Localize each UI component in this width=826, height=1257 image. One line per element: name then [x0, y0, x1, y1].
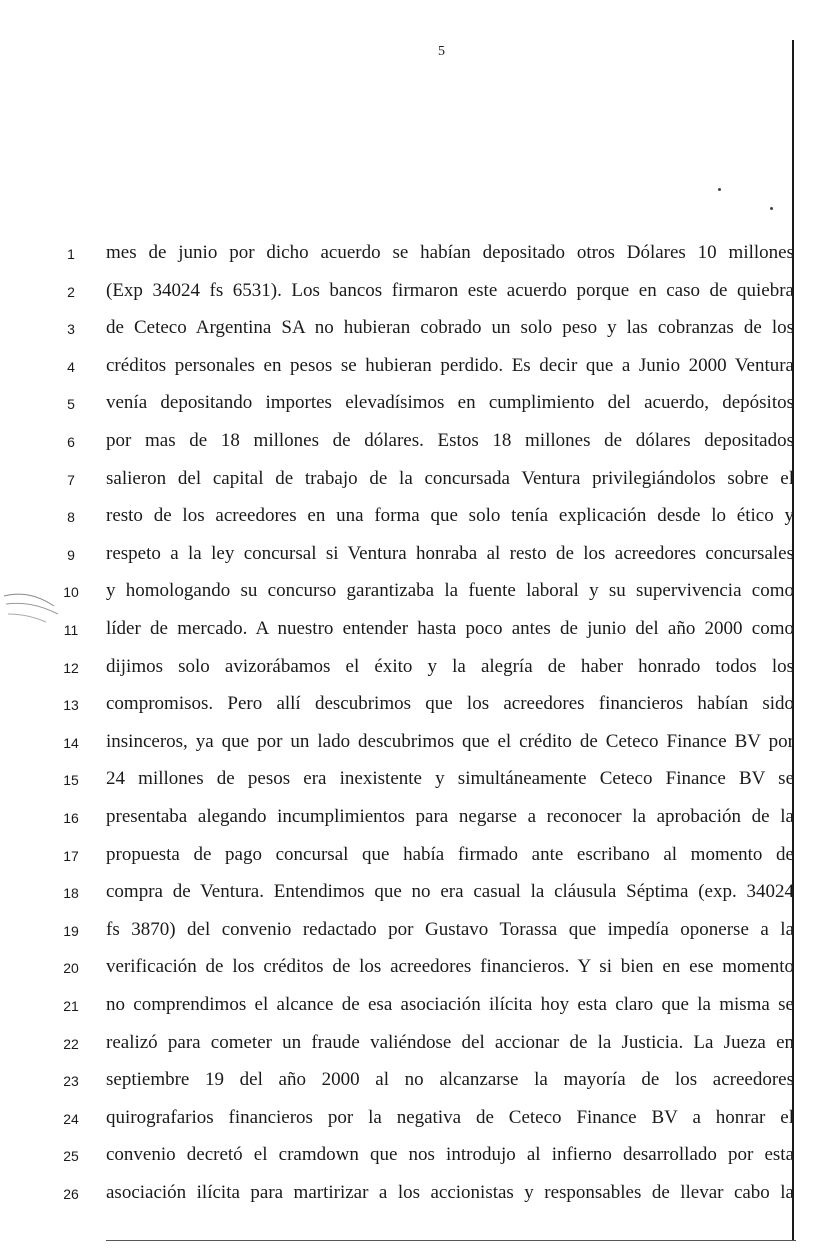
- text-line: dijimos solo avizorábamos el éxito y la alegría de haber honrado todos los: [106, 656, 794, 677]
- line-number: 11: [63, 622, 79, 638]
- text-line: mes de junio por dicho acuerdo se habían depositado otros Dólares 10 millones: [106, 242, 794, 263]
- line-number: 5: [67, 396, 75, 412]
- line-number: 16: [63, 810, 79, 826]
- text-line: septiembre 19 del año 2000 al no alcanzarse la mayoría de los acreedores: [106, 1069, 794, 1090]
- line-number: 9: [67, 547, 75, 563]
- line-number: 15: [63, 772, 79, 788]
- line-number: 8: [67, 509, 75, 525]
- line-number: 13: [63, 697, 79, 713]
- text-line: compra de Ventura. Entendimos que no era casual la cláusula Séptima (exp. 34024: [106, 881, 794, 902]
- line-number: 1: [67, 246, 75, 262]
- line-number: 24: [63, 1111, 79, 1127]
- text-line: por mas de 18 millones de dólares. Estos 18 millones de dólares depositados: [106, 430, 794, 451]
- line-number: 6: [67, 434, 75, 450]
- scan-speck: [770, 207, 773, 210]
- text-line: realizó para cometer un fraude valiéndose del accionar de la Justicia. La Jueza en: [106, 1032, 794, 1053]
- text-line: verificación de los créditos de los acreedores financieros. Y si bien en ese momento: [106, 956, 794, 977]
- text-line: (Exp 34024 fs 6531). Los bancos firmaron este acuerdo porque en caso de quiebra: [106, 280, 794, 301]
- line-number: 22: [63, 1036, 79, 1052]
- line-number: 26: [63, 1186, 79, 1202]
- line-number: 25: [63, 1148, 79, 1164]
- text-line: salieron del capital de trabajo de la concursada Ventura privilegiándolos sobre el: [106, 468, 794, 489]
- line-number: 2: [67, 284, 75, 300]
- text-line: venía depositando importes elevadísimos en cumplimiento del acuerdo, depósitos: [106, 392, 794, 413]
- line-number: 14: [63, 735, 79, 751]
- line-number: 4: [67, 359, 75, 375]
- line-number: 7: [67, 472, 75, 488]
- text-line: no comprendimos el alcance de esa asociación ilícita hoy esta claro que la misma se: [106, 994, 794, 1015]
- text-line: 24 millones de pesos era inexistente y simultáneamente Ceteco Finance BV se: [106, 768, 794, 789]
- line-number: 3: [67, 321, 75, 337]
- text-line: insinceros, ya que por un lado descubrimos que el crédito de Ceteco Finance BV por: [106, 731, 794, 752]
- text-line: de Ceteco Argentina SA no hubieran cobrado un solo peso y las cobranzas de los: [106, 317, 794, 338]
- text-line: líder de mercado. A nuestro entender hasta poco antes de junio del año 2000 como: [106, 618, 794, 639]
- text-line: fs 3870) del convenio redactado por Gustavo Torassa que impedía oponerse a la: [106, 919, 794, 940]
- text-line: presentaba alegando incumplimientos para negarse a reconocer la aprobación de la: [106, 806, 794, 827]
- bottom-rule: [106, 1240, 796, 1241]
- text-line: y homologando su concurso garantizaba la fuente laboral y su supervivencia como: [106, 580, 794, 601]
- line-number: 18: [63, 885, 79, 901]
- text-line: compromisos. Pero allí descubrimos que los acreedores financieros habían sido: [106, 693, 794, 714]
- scan-speck: [718, 188, 721, 191]
- line-number: 12: [63, 660, 79, 676]
- text-line: propuesta de pago concursal que había firmado ante escribano al momento de: [106, 844, 794, 865]
- text-line: créditos personales en pesos se hubieran perdido. Es decir que a Junio 2000 Ventura: [106, 355, 794, 376]
- line-number: 10: [63, 584, 79, 600]
- margin-pen-mark: [2, 584, 62, 624]
- line-number: 20: [63, 960, 79, 976]
- line-number: 23: [63, 1073, 79, 1089]
- text-line: convenio decretó el cramdown que nos introdujo al infierno desarrollado por esta: [106, 1144, 794, 1165]
- line-number: 19: [63, 923, 79, 939]
- text-line: respeto a la ley concursal si Ventura honraba al resto de los acreedores concursales: [106, 543, 794, 564]
- page-number: 5: [438, 44, 445, 59]
- line-number: 21: [63, 998, 79, 1014]
- line-number: 17: [63, 848, 79, 864]
- text-line: asociación ilícita para martirizar a los accionistas y responsables de llevar cabo la: [106, 1182, 794, 1203]
- text-line: quirografarios financieros por la negativa de Ceteco Finance BV a honrar el: [106, 1107, 794, 1128]
- text-line: resto de los acreedores en una forma que solo tenía explicación desde lo ético y: [106, 505, 794, 526]
- right-margin-rule: [792, 40, 794, 1240]
